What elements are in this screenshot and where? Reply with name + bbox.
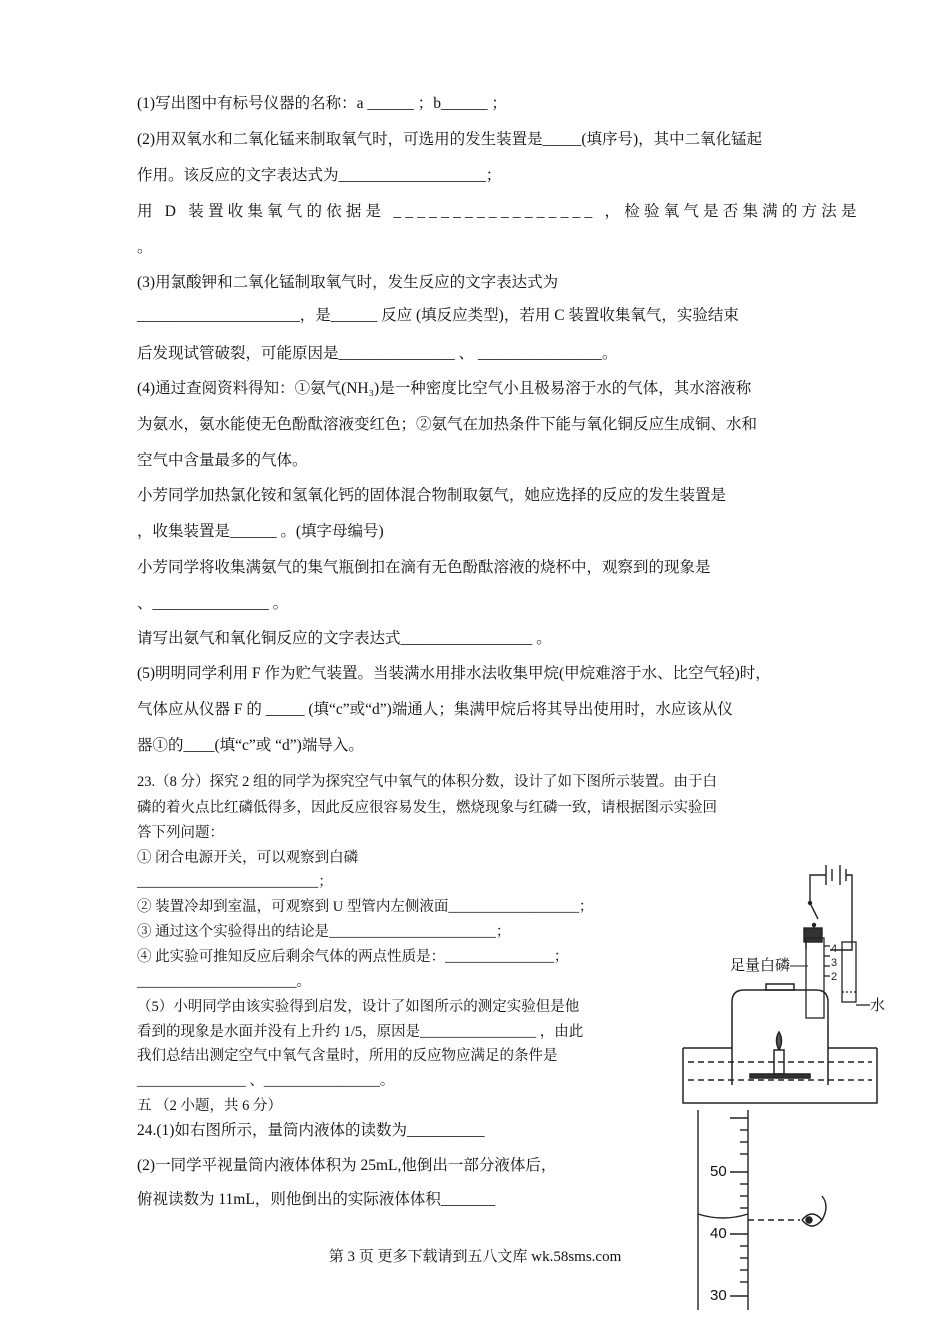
q24-2-line-1: (2)一同学平视量筒内液体体积为 25mL,他倒出一部分液体后， xyxy=(137,1157,557,1174)
cylinder-tick-50: 50 xyxy=(710,1163,727,1180)
q22-5-water-in: 器①的____(填“c”或 “d”)端导入。 xyxy=(137,737,364,754)
q22-3-reasons: 后发现试管破裂，可能原因是_______________ 、 ________________。 xyxy=(137,345,618,362)
q22-1-names: (1)写出图中有标号仪器的名称：a ______ ；b______ ； xyxy=(137,95,507,112)
q22-4-info-2: 为氨水，氨水能使无色酚酞溶液变红色；②氨气在加热条件下能与氧化铜反应生成铜、水和 xyxy=(137,416,758,433)
q22-4-collect: ，收集装置是______ 。(填字母编号) xyxy=(137,523,384,540)
q22-4-observe: 小芳同学将收集满氨气的集气瓶倒扣在滴有无色酚酞溶液的烧杯中，观察到的现象是 xyxy=(137,559,711,576)
q23-item-3: ③ 通过这个实验得出的结论是_______________________； xyxy=(137,924,511,940)
q23-item-2: ② 装置冷却到室温，可观察到 U 型管内左侧液面__________________； xyxy=(137,899,594,915)
bell-jar-trough-figure xyxy=(680,980,880,1105)
q22-4-info-3: 空气中含量最多的气体。 xyxy=(137,452,308,469)
q22-4-observe-blank: 、_______________ 。 xyxy=(137,595,289,612)
q24-1: 24.(1)如右图所示，量筒内液体的读数为__________ xyxy=(137,1122,485,1139)
q24-2-line-2: 俯视读数为 11mL，则他倒出的实际液体体积_______ xyxy=(137,1191,496,1208)
q23-5-line-3: 我们总结出测定空气中氧气含量时，所用的反应物应满足的条件是 xyxy=(137,1048,558,1064)
q23-5-line-2: 看到的现象是水面并没有上升约 1/5，原因是________________ ，由此 xyxy=(137,1024,584,1040)
scale-tick-4: 4 xyxy=(831,943,838,955)
q23-intro-3: 答下列问题： xyxy=(137,825,224,841)
q23-5-line-1: （5）小明同学由该实验得到启发，设计了如图所示的测定实验但是他 xyxy=(137,999,580,1015)
page-footer: 第 3 页 更多下载请到五八文库 wk.58sms.com xyxy=(328,1249,622,1265)
q22-5-gas-in: 气体应从仪器 F 的 _____ (填“c”或“d”)端通人；集满甲烷后将其导出使用时，水应该从仪 xyxy=(137,701,733,718)
graduated-cylinder-figure xyxy=(690,1110,890,1310)
q23-item-4-blank: ______________________。 xyxy=(137,974,311,990)
cylinder-tick-30: 30 xyxy=(710,1287,727,1304)
scale-tick-2: 2 xyxy=(831,971,838,983)
q22-2-generator: (2)用双氧水和二氧化锰来制取氧气时，可选用的发生装置是_____(填序号)，其中二氧化锰起 xyxy=(137,131,763,148)
q22-5-intro: (5)明明同学利用 F 作为贮气装置。当装满水用排水法收集甲烷(甲烷难溶于水、比空气轻)时， xyxy=(137,665,771,682)
q23-item-1-blank: _________________________； xyxy=(137,874,333,890)
q22-4-equation: 请写出氨气和氧化铜反应的文字表达式_________________ 。 xyxy=(137,630,552,647)
q22-2-equation: 作用。该反应的文字表达式为___________________； xyxy=(137,167,502,184)
water-label: 水 xyxy=(870,997,886,1014)
q22-4-info-1: (4)通过查阅资料得知：①氨气(NH₃)是一种密度比空气小且极易溶于水的气体，其水溶液称 xyxy=(137,380,752,397)
scale-tick-3: 3 xyxy=(831,957,838,969)
q23-item-4: ④ 此实验可推知反应后剩余气体的两点性质是：_______________； xyxy=(137,949,569,965)
q22-4-device: 小芳同学加热氯化铵和氢氧化钙的固体混合物制取氨气，她应选择的反应的发生装置是 xyxy=(137,487,727,504)
q23-intro-1: 23.（8 分）探究 2 组的同学为探究空气中氧气的体积分数，设计了如下图所示装置。由于白 xyxy=(137,774,717,790)
q22-3-intro: (3)用氯酸钾和二氧化锰制取氧气时，发生反应的文字表达式为 xyxy=(137,274,559,291)
q22-3-reaction-type: _____________________，是______ 反应 (填反应类型)，若用 C 装置收集氧气，实验结束 xyxy=(137,307,739,324)
cylinder-tick-40: 40 xyxy=(710,1225,727,1242)
white-phosphorus-label: 足量白磷 xyxy=(730,957,791,974)
q23-intro-2: 磷的着火点比红磷低得多，因此反应很容易发生，燃烧现象与红磷一致，请根据图示实验回 xyxy=(137,800,717,816)
q23-5-line-4: _______________ 、________________。 xyxy=(137,1073,395,1089)
q22-2-period: 。 xyxy=(137,239,153,256)
q23-item-1: ① 闭合电源开关，可以观察到白磷 xyxy=(137,850,359,866)
section-five-heading: 五 （2 小题，共 6 分） xyxy=(137,1098,282,1114)
q22-2-collect-basis: 用 D 装置收集氧气的依据是 _________________ ，检验氧气是否集满的方法是 xyxy=(137,203,861,220)
